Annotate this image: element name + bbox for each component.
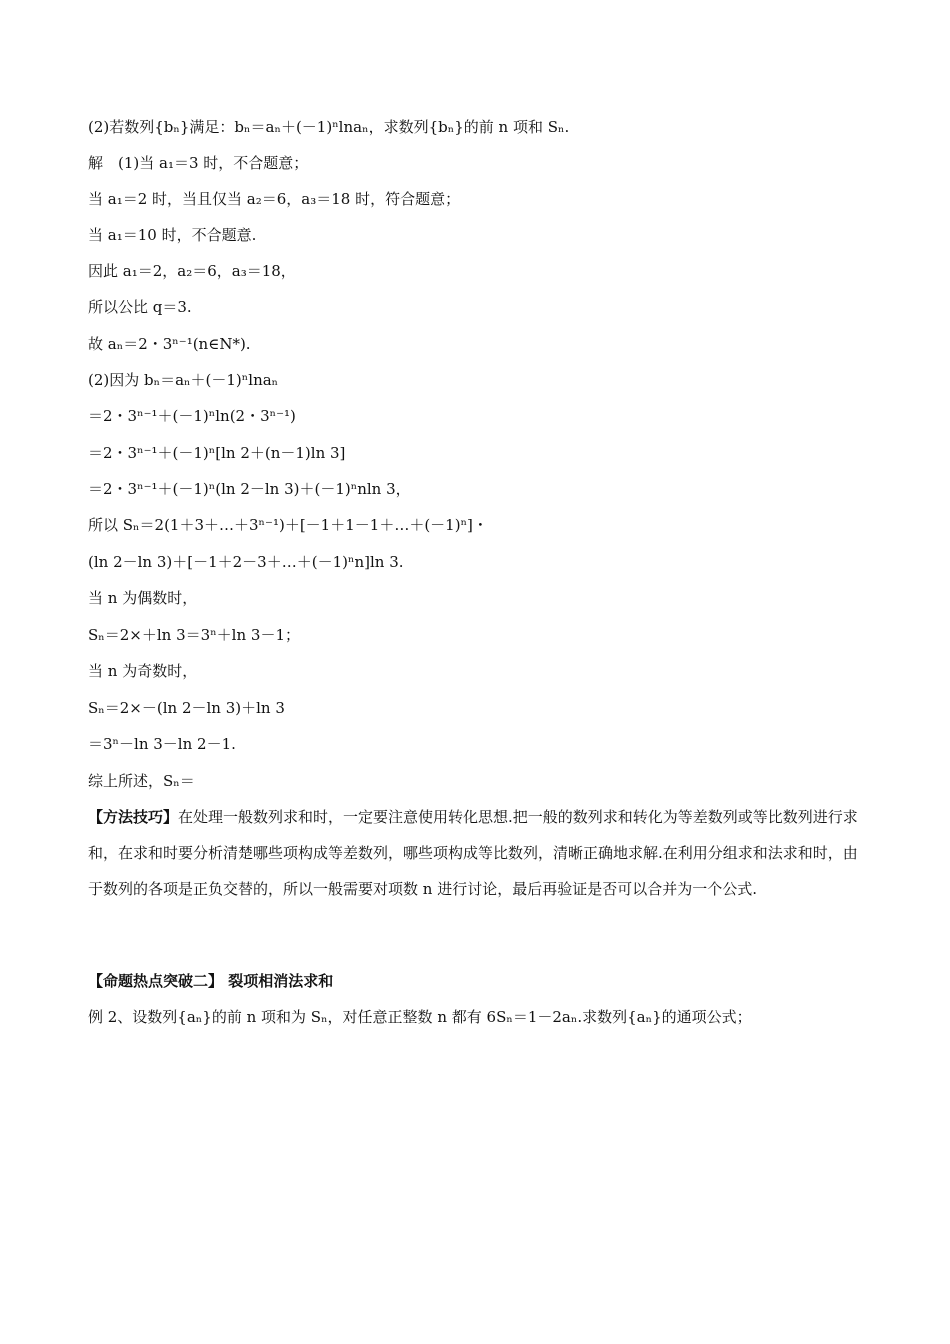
solution-line-13: 当 n 为偶数时， bbox=[88, 589, 198, 607]
solution-line-15: 当 n 为奇数时， bbox=[88, 662, 198, 680]
solution-line-18: 综上所述，Sₙ＝ bbox=[88, 772, 195, 790]
solution-line-6: 故 aₙ＝2・3ⁿ⁻¹(n∈N*). bbox=[88, 335, 251, 353]
solution-line-7: (2)因为 bₙ＝aₙ＋(－1)ⁿlnaₙ bbox=[88, 371, 279, 389]
method-tip-text: 在处理一般数列求和时，一定要注意使用转化思想.把一般的数列求和转化为等差数列或等比数列进行求和，在求和时要分析清楚哪些项构成等差数列，哪些项构成等比数列，清晰正确地求解.在利用分组求和法求和时，由于数列的各项是正负交替的，所以一般需要对项数 n 进行讨论，最后再验证是否可以合并为一个公式. bbox=[88, 808, 858, 898]
solution-line-17: ＝3ⁿ－ln 3－ln 2－1. bbox=[88, 735, 236, 753]
method-tip-label: 【方法技巧】 bbox=[88, 808, 179, 826]
solution-line-16: Sₙ＝2×－(ln 2－ln 3)＋ln 3 bbox=[88, 699, 285, 717]
solution-line-2: 当 a₁＝2 时，当且仅当 a₂＝6，a₃＝18 时，符合题意； bbox=[88, 190, 461, 208]
solution-line-9: ＝2・3ⁿ⁻¹＋(－1)ⁿ[ln 2＋(n－1)ln 3] bbox=[88, 444, 346, 462]
solution-line-12: (ln 2－ln 3)＋[－1＋2－3＋…＋(－1)ⁿn]ln 3. bbox=[88, 553, 404, 571]
method-tip-paragraph bbox=[88, 799, 858, 907]
solution-line-14: Sₙ＝2×＋ln 3＝3ⁿ＋ln 3－1； bbox=[88, 626, 300, 644]
example-2: 例 2、设数列{aₙ}的前 n 项和为 Sₙ，对任意正整数 n 都有 6Sₙ＝1－2aₙ.求数列{aₙ}的通项公式； bbox=[88, 1008, 752, 1026]
hotspot-heading: 【命题热点突破二】 裂项相消法求和 bbox=[88, 972, 334, 990]
solution-line-11: 所以 Sₙ＝2(1＋3＋…＋3ⁿ⁻¹)＋[－1＋1－1＋…＋(－1)ⁿ]・ bbox=[88, 516, 488, 534]
solution-line-3: 当 a₁＝10 时，不合题意. bbox=[88, 226, 257, 244]
solution-line-5: 所以公比 q＝3. bbox=[88, 298, 192, 316]
solution-line-1: 解 (1)当 a₁＝3 时，不合题意； bbox=[88, 154, 309, 172]
solution-line-8: ＝2・3ⁿ⁻¹＋(－1)ⁿln(2・3ⁿ⁻¹) bbox=[88, 407, 296, 425]
problem-part-2: (2)若数列{bₙ}满足：bₙ＝aₙ＋(－1)ⁿlnaₙ，求数列{bₙ}的前 n 项和 Sₙ. bbox=[88, 118, 570, 136]
solution-line-10: ＝2・3ⁿ⁻¹＋(－1)ⁿ(ln 2－ln 3)＋(－1)ⁿnln 3， bbox=[88, 480, 411, 498]
solution-line-4: 因此 a₁＝2，a₂＝6，a₃＝18， bbox=[88, 262, 296, 280]
